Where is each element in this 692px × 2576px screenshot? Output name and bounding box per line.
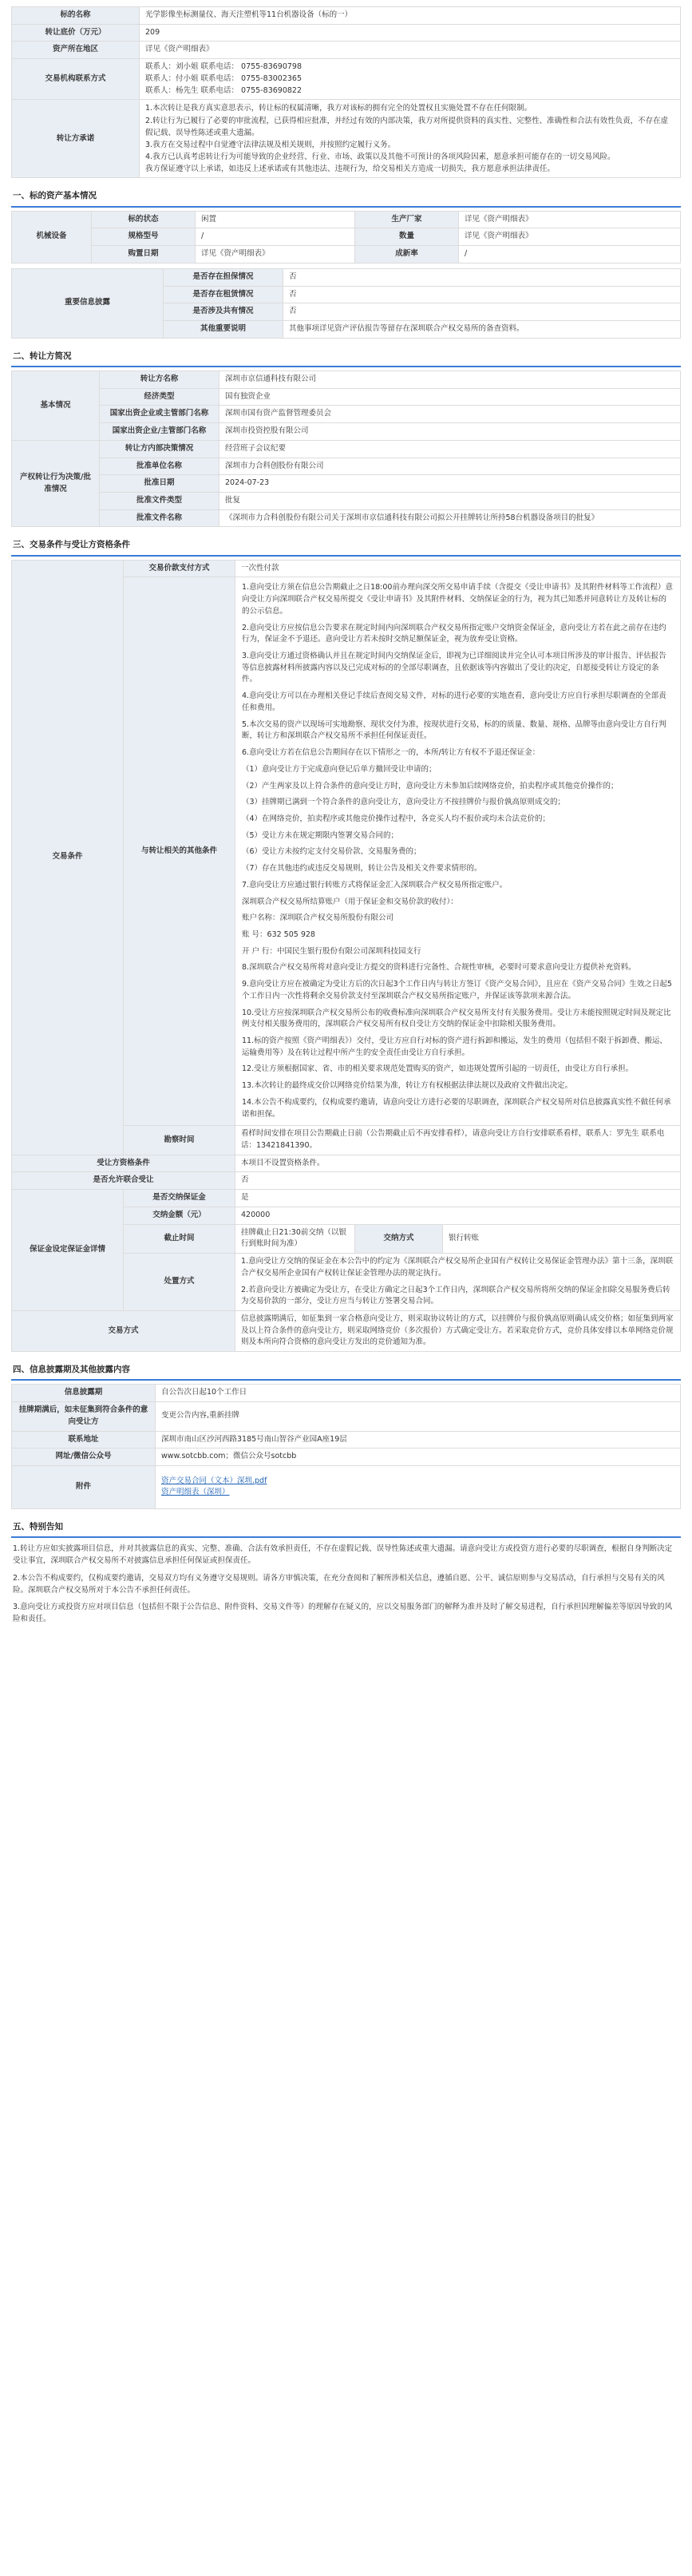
cell-value: 闲置 <box>196 211 355 228</box>
condition-para: 7.意向受让方应通过银行转账方式将保证金汇入深圳联合产权交易所指定账户。 <box>242 880 508 890</box>
cell-label: 是否交纳保证金 <box>124 1190 235 1207</box>
decision-label: 产权转让行为决策/批准情况 <box>12 440 100 527</box>
handle-para: 2.若意向受让方被确定为受让方，在受让方确定之日起3个工作日内，深圳联合产权交易所将所交纳的保证金扣除交易服务费后转为交易价款的一部分，受让方应当与转让方签署交易合同。 <box>241 1285 670 1306</box>
table-row <box>12 24 681 42</box>
contacts-value <box>140 59 681 100</box>
notice-para: 1.转让方应如实披露项目信息，并对其披露信息的真实、完整、准确、合法有效承担责任，不存在虚假记载、误导性陈述或重大遗漏。请意向受让方或投资方进行必要的尽职调查，根据自身判断决定受让事宜，深圳联合产权交易所不对披露信息承担任何保证或担保责任。 <box>13 1544 673 1566</box>
section-title-notice: 五、特别告知 <box>11 1520 681 1538</box>
cell-value <box>235 1254 681 1311</box>
cell-value: 详见《资产明细表》 <box>196 246 355 264</box>
contacts-label: 交易机构联系方式 <box>12 59 140 100</box>
mode-label: 交易方式 <box>12 1310 235 1351</box>
row-value: 209 <box>140 24 681 42</box>
promise-para: 我方保证遵守以上承诺，如违反上述承诺或有其他违法、违规行为，给交易相关方造成一切损失，我方愿意承担法律责任。 <box>145 164 556 174</box>
cell-label: 与转让相关的其他条件 <box>124 577 235 1126</box>
cell-value: 国有独资企业 <box>219 388 681 406</box>
cell-label: 经济类型 <box>100 388 219 406</box>
table-row <box>12 493 681 510</box>
table-row <box>12 371 681 389</box>
cell-value: 深圳市力合科创股份有限公司 <box>219 458 681 475</box>
table-row <box>12 458 681 475</box>
condition-para: （1）意向受让方于完成意向登记后单方撤回受让申请的； <box>242 764 437 774</box>
attachment-link[interactable]: 资产交易合同（文本）深圳.pdf <box>161 1476 267 1485</box>
cell-value: 是 <box>235 1190 681 1207</box>
cell-label: 是否涉及共有情况 <box>164 303 283 321</box>
attach-value <box>156 1465 681 1508</box>
cell-label: 其他重要说明 <box>164 321 283 339</box>
row-label: 网址/微信公众号 <box>12 1449 156 1466</box>
condition-para: （4）在网络竞价，拍卖程序或其他竞价操作过程中，各竞买人均不报价或均未合法竞价的； <box>242 814 551 823</box>
disclosure-label: 重要信息披露 <box>12 268 164 338</box>
cell-value: 经营班子会议纪要 <box>219 440 681 458</box>
transferor-table <box>11 371 681 527</box>
cell-value: 看样时间安排在项目公告期截止日前（公告期截止后不再安排看样），请意向受让方自行安排联系看样，联系人：罗先生 联系电话：13421841390。 <box>235 1126 681 1155</box>
condition-para: 1.意向受让方须在信息公告期截止之日18:00前办理向深交所交易申请手续（含提交《受让申请书》及其附件材料等工作流程）意向受让方向深圳联合产权交易所提交《受让申请书》及其附件材料、交纳保证金的行为，视为其已知悉并同意转让方及转让标的的公示信息。 <box>242 583 673 616</box>
row-value: 变更公告内容,重新挂牌 <box>156 1402 681 1431</box>
condition-para: 账户名称：深圳联合产权交易所股份有限公司 <box>242 913 394 923</box>
cell-label: 批准日期 <box>100 475 219 493</box>
table-row <box>12 1155 681 1172</box>
trade-label: 交易条件 <box>12 560 124 1155</box>
condition-para: 深圳联合产权交易所结算账户（用于保证金和交易价款的收付）： <box>242 897 458 906</box>
contact-line: 联系人：杨先生 联系电话： 0755-83690822 <box>145 85 302 95</box>
cell-label: 交纳金额（元） <box>124 1207 235 1224</box>
row-value: www.sotcbb.com；微信公众号sotcbb <box>156 1449 681 1466</box>
row-value: 自公告次日起10个工作日 <box>156 1385 681 1402</box>
condition-para: 账 号：632 505 928 <box>242 929 315 939</box>
notice-para: 3.意向受让方或投资方应对项目信息（包括但不限于公告信息、附件资料、交易文件等）的理解存在疑义的，应以交易服务部门的解释为准并及时了解交易进程，自行承担因理解偏差等原因导致的风险和责任。 <box>13 1602 673 1624</box>
table-row <box>12 59 681 100</box>
condition-para: 6.意向受让方若在信息公告期间存在以下情形之一的，本所/转让方有权不予退还保证金： <box>242 748 540 758</box>
joint-label: 是否允许联合受让 <box>12 1172 235 1190</box>
table-row <box>12 440 681 458</box>
condition-para: 4.意向受让方可以在办理相关登记手续后查阅交易文件，对标的进行必要的实地查看，意向受让方应自行承担尽职调查的全部责任和费用。 <box>242 692 666 712</box>
cell-label: 生产厂家 <box>355 211 459 228</box>
cell-value: 批复 <box>219 493 681 510</box>
deposit-label: 保证金设定保证金详情 <box>12 1190 124 1311</box>
row-value: 深圳市南山区沙河西路3185号南山智谷产业园A座19层 <box>156 1431 681 1449</box>
cell-value: 深圳市投资控股有限公司 <box>219 423 681 441</box>
table-row <box>12 1310 681 1351</box>
section-title-disclosure: 四、信息披露期及其他披露内容 <box>11 1363 681 1381</box>
disclosure-period-table <box>11 1384 681 1509</box>
special-notice <box>11 1543 681 1625</box>
cell-label: 批准文件类型 <box>100 493 219 510</box>
notice-para: 2.本公告不构成要约，仅构成要约邀请，交易双方均有义务遵守交易规则。请各方审慎决策，在充分查阅和了解所涉相关信息，遵循自愿、公平、诚信原则参与交易活动，自行承担与交易有关的风险。深圳联合产权交易所对于本公告不承担任何责任。 <box>13 1573 665 1595</box>
condition-para: 10.受让方应按深圳联合产权交易所公布的收费标准向深圳联合产权交易所支付有关服务费用。受让方未能按照规定时间及规定比例支付相关服务费用的，深圳联合产权交易所有权自受让方交纳的保证金中扣除相关服务费用。 <box>242 1008 671 1029</box>
related-conditions <box>235 577 681 1126</box>
cell-label: 转让方名称 <box>100 371 219 389</box>
row-value: 光学影像坐标测量仪、海天注塑机等11台机器设备（标的一） <box>140 7 681 25</box>
table-row <box>12 1402 681 1431</box>
cell-value: 深圳市国有资产监督管理委员会 <box>219 406 681 423</box>
table-row <box>12 1385 681 1402</box>
condition-para: 开 户 行：中国民生银行股份有限公司深圳科技园支行 <box>242 946 421 956</box>
row-value: 详见《资产明细表》 <box>140 42 681 59</box>
table-row <box>12 406 681 423</box>
table-row <box>12 211 681 228</box>
condition-para: （7）存在其他违约或违反交易规则，转让公告及相关文件要求情形的。 <box>242 864 482 874</box>
handle-para: 1.意向受让方交纳的保证金在本公告中的约定为《深圳联合产权交易所企业国有产权转让交易保证金管理办法》第十三条，深圳联合产权交易所企业国有产权转让保证金管理办法的规定执行。 <box>241 1257 674 1278</box>
promise-para: 4.我方已认真考虑转让行为可能导致的企业经营、行业、市场、政策以及其他不可预计的各项风险因素，愿意承担可能存在的一切交易风险。 <box>145 153 615 162</box>
cell-value: 否 <box>283 286 681 303</box>
cell-value: 深圳市京信通科技有限公司 <box>219 371 681 389</box>
cell-label: 批准文件名称 <box>100 509 219 527</box>
cell-value: 一次性付款 <box>235 560 681 577</box>
qual-label: 受让方资格条件 <box>12 1155 235 1172</box>
cell-label: 标的状态 <box>92 211 196 228</box>
cell-value: 《深圳市力合科创股份有限公司关于深圳市京信通科技有限公司拟公开挂牌转让所持58台机器设备项目的批复》 <box>219 509 681 527</box>
row-label: 挂牌期满后，如未征集到符合条件的意向受让方 <box>12 1402 156 1431</box>
row-label: 转让底价（万元） <box>12 24 140 42</box>
cell-label: 勘察时间 <box>124 1126 235 1155</box>
cell-value: / <box>196 228 355 246</box>
contact-line: 联系人：刘小姐 联系电话： 0755-83690798 <box>145 62 302 72</box>
section-title-asset: 一、标的资产基本情况 <box>11 189 681 207</box>
row-label: 信息披露期 <box>12 1385 156 1402</box>
cell-label: 是否存在担保情况 <box>164 268 283 286</box>
condition-para: 12.受让方须根据国家、省、市的相关要求规范处置购买的资产，如违规处置所引起的一切责任，由受让方自行承担。 <box>242 1064 634 1074</box>
conditions-table <box>11 560 681 1352</box>
cell-label: 交纳方式 <box>355 1224 443 1253</box>
cell-value: 2024-07-23 <box>219 475 681 493</box>
condition-para: 3.意向受让方通过资格确认并且在规定时间内交纳保证金后，即视为已详细阅读并完全认可本项目所涉及的审计报告、评估报告等信息披露材料所披露内容以及已完成对标的的全部尽职调查，且依据该等内容做出了受让的决定，自愿接受转让方设定的条件。 <box>242 652 666 684</box>
cell-label: 是否存在租赁情况 <box>164 286 283 303</box>
cell-value: 其他事项详见资产评估报告等留存在深圳联合产权交易所的备查资料。 <box>283 321 681 339</box>
equip-label: 机械设备 <box>12 211 92 263</box>
table-row <box>12 475 681 493</box>
cell-label: 国家出资企业或主管部门名称 <box>100 406 219 423</box>
attach-label: 附件 <box>12 1465 156 1508</box>
table-row <box>12 246 681 264</box>
contact-line: 联系人：付小姐 联系电话： 0755-83002365 <box>145 73 302 83</box>
condition-para: 2.意向受让方应按信息公告要求在规定时间内向深圳联合产权交易所指定账户交纳资金保证金，意向受让方若在此之前存在违约行为，保证金不予退还。意向受让方若未按时交纳足额保证金，视为放弃受让资格。 <box>242 623 666 644</box>
cell-value: 详见《资产明细表》 <box>459 228 681 246</box>
table-row <box>12 423 681 441</box>
condition-para: 5.本次交易的资产以现场可实地勘察、现状交付为准，按现状进行交易，标的的质量、数量、规格、品牌等由意向受让方自行判断，转让方和深圳联合产权交易所不承担任何保证责任。 <box>242 719 666 741</box>
cell-value: 否 <box>283 268 681 286</box>
table-row <box>12 509 681 527</box>
asset-table <box>11 211 681 264</box>
row-label: 联系地址 <box>12 1431 156 1449</box>
table-row <box>12 1172 681 1190</box>
condition-para: 9.意向受让方应在被确定为受让方后的次日起3个工作日内与转让方签订《资产交易合同》，且应在《资产交易合同》生效之日起5个工作日内一次性将剩余交易价款支付至深圳联合产权交易所指定账户，并保证该等款项来源合法。 <box>242 980 672 1001</box>
cell-label: 数量 <box>355 228 459 246</box>
cell-value: 否 <box>283 303 681 321</box>
joint-value: 否 <box>235 1172 681 1190</box>
condition-para: （6）受让方未按约定支付交易价款、交易服务费的； <box>242 847 421 857</box>
cell-label: 批准单位名称 <box>100 458 219 475</box>
cell-label: 转让方内部决策情况 <box>100 440 219 458</box>
cell-label: 购置日期 <box>92 246 196 264</box>
section-title-transferor: 二、转让方简况 <box>11 350 681 367</box>
cell-label: 成新率 <box>355 246 459 264</box>
cell-value: 420000 <box>235 1207 681 1224</box>
condition-para: 14.本公告不构成要约，仅构成要约邀请，请意向受让方进行必要的尽职调查，深圳联合产权交易所对信息披露真实性不做任何承诺和担保。 <box>242 1097 671 1119</box>
disclosure-table <box>11 268 681 339</box>
promise-para: 2.转让行为已履行了必要的审批流程，已获得相应批准，并经过有效的内部决策，我方对所提供资料的真实性、完整性、准确性和合法有效性负责，不存在虚假记载、误导性陈述或重大遗漏。 <box>145 116 669 137</box>
condition-para: （5）受让方未在规定期限内签署交易合同的； <box>242 830 399 840</box>
cell-label: 规格型号 <box>92 228 196 246</box>
cell-label: 处置方式 <box>124 1254 235 1311</box>
cell-value: 银行转账 <box>443 1224 681 1253</box>
attachment-link[interactable]: 资产明细表（深圳） <box>161 1488 230 1497</box>
promise-label: 转让方承诺 <box>12 100 140 178</box>
cell-label: 交易价款支付方式 <box>124 560 235 577</box>
cell-value: / <box>459 246 681 264</box>
top-info-table <box>11 6 681 178</box>
table-row <box>12 268 681 286</box>
row-label: 资产所在地区 <box>12 42 140 59</box>
table-row <box>12 228 681 246</box>
promise-para: 1.本次转让是我方真实意思表示，转让标的权属清晰，我方对该标的拥有完全的处置权且实施处置不存在任何限制。 <box>145 104 532 113</box>
condition-para: （2）产生两家及以上符合条件的意向受让方时，意向受让方未参加后续网络竞价，拍卖程序或其他竞价操作的； <box>242 781 619 791</box>
row-label: 标的名称 <box>12 7 140 25</box>
table-row <box>12 560 681 577</box>
condition-para: 8.深圳联合产权交易所将对意向受让方提交的资料进行完备性、合规性审核，必要时可要求意向受让方提供补充资料。 <box>242 963 636 973</box>
table-row <box>12 1449 681 1466</box>
table-row <box>12 100 681 178</box>
condition-para: （3）挂牌期已满到一个符合条件的意向受让方，意向受让方不按挂牌价与报价孰高原则成交的； <box>242 798 566 807</box>
promise-value <box>140 100 681 178</box>
cell-value: 挂牌截止日21:30前交纳（以银行到账时间为准） <box>235 1224 355 1253</box>
table-row <box>12 1431 681 1449</box>
promise-para: 3.我方在交易过程中自觉遵守法律法规及相关规则，并按照约定履行义务。 <box>145 140 396 149</box>
table-row <box>12 388 681 406</box>
table-row <box>12 42 681 59</box>
qual-value: 本项目不设置资格条件。 <box>235 1155 681 1172</box>
basic-label: 基本情况 <box>12 371 100 441</box>
table-row <box>12 1190 681 1207</box>
section-title-conditions: 三、交易条件与受让方资格条件 <box>11 538 681 556</box>
mode-value: 信息披露期满后，如征集到一家合格意向受让方，则采取协议转让的方式，以挂牌价与报价孰高原则确认成交价格；如征集到两家及以上符合条件的意向受让方，则采取网络竞价（多次报价）方式确定受让方。若采取竞价方式，竞价具体安排以本单网络竞价规则及本所向符合资格的意向受让方发出的竞价通知为准。 <box>235 1310 681 1351</box>
table-row <box>12 7 681 25</box>
table-row <box>12 1465 681 1508</box>
condition-para: 13.本次转让的最终成交价以网络竞价结果为准，转让方有权根据法律法规以及政府文件做出决定。 <box>242 1081 573 1091</box>
cell-value: 详见《资产明细表》 <box>459 211 681 228</box>
cell-label: 国家出资企业/主管部门名称 <box>100 423 219 441</box>
condition-para: 11.标的资产按照《资产明细表》）交付，受让方应自行对标的资产进行拆卸和搬运，发生的费用（包括但不限于拆卸费、搬运、运输费用等）及在转让过程中所产生的安全责任由受让方自行承担。 <box>242 1036 667 1057</box>
cell-label: 截止时间 <box>124 1224 235 1253</box>
